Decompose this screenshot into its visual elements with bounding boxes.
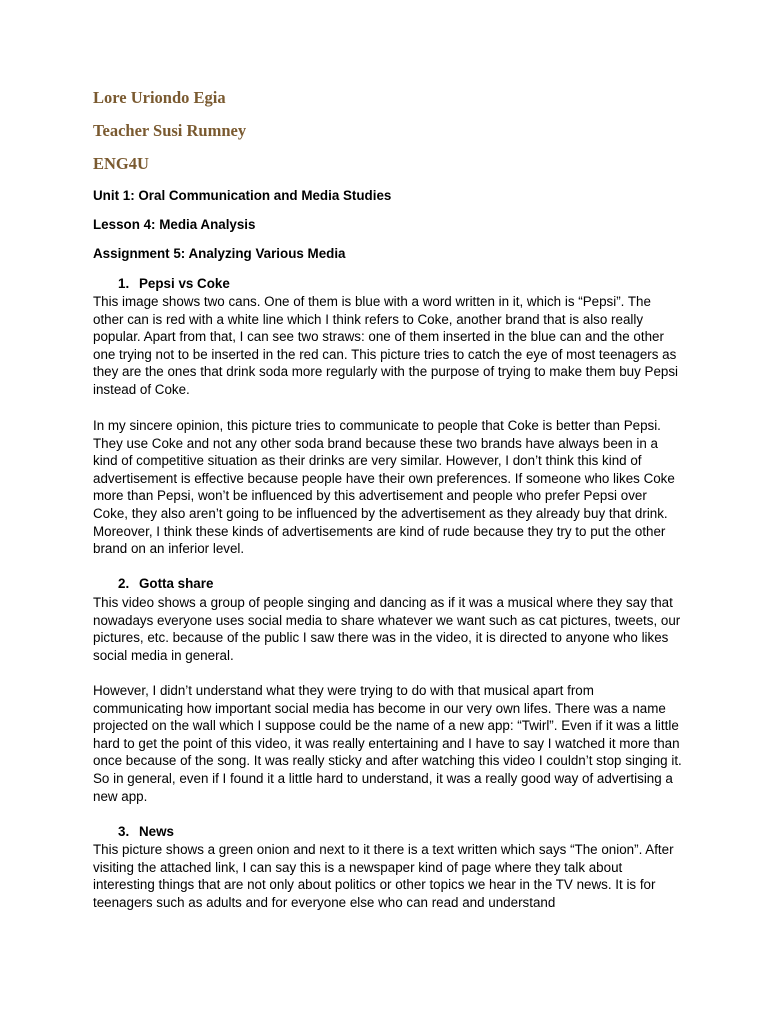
section-number: 1. [118, 276, 130, 291]
paragraph: This video shows a group of people singing and dancing as if it was a musical where they say that nowadays everyone uses social media to share whatever we want such as cat pictures, tweets, our pictures, etc. because of the public I saw there was in the video, it is directed to anyone who likes social media in general. [93, 595, 681, 663]
assignment-heading: Assignment 5: Analyzing Various Media [93, 246, 346, 261]
paragraph: In my sincere opinion, this picture tries to communicate to people that Coke is better than Pepsi. They use Coke and not any other soda brand because these two brands have always been in a kind of competitive situation as their drinks are very similar. However, I don’t think this kind of advertisement is effective because people have their own preferences. If someone who likes Coke more than Pepsi, won’t be influenced by this advertisement and people who prefer Pepsi over Coke, they also aren’t going to be influenced by the advertisement as they already buy that drink. Moreover, I think these kinds of advertisements are kind of rude because they try to put the other brand on an inferior level. [93, 418, 675, 557]
section-number: 3. [118, 824, 130, 839]
section-title [118, 276, 230, 291]
paragraph: This image shows two cans. One of them is blue with a word written in it, which is “Pepsi”. The other can is red with a white line which I think refers to Coke, another brand that is also really popular. Apart from that, I can see two straws: one of them inserted in the blue can and the other one trying not to be inserted in the red can. This picture tries to catch the eye of most teenagers as they are the ones that drink soda more regularly with the purpose of trying to make them buy Pepsi instead of Coke. [93, 294, 679, 397]
unit-heading: Unit 1: Oral Communication and Media Studies [93, 188, 392, 203]
section-title-text: Pepsi vs Coke [139, 276, 230, 291]
paragraph: However, I didn’t understand what they were trying to do with that musical apart from communicating how important social media has become in our very own lifes. There was a name projected on the wall which I suppose could be the name of a new app: “Twirl”. Even if it was a little hard to get the point of this video, it was really entertaining and I have to say I watched it more than once because of the song. It was really sticky and after watching this video I couldn’t stop singing it. So in general, even if I found it a little hard to understand, it was a really good way of advertising a new app. [93, 683, 682, 804]
teacher-name: Teacher Susi Rumney [93, 121, 247, 140]
lesson-heading: Lesson 4: Media Analysis [93, 217, 256, 232]
section-title [118, 824, 174, 839]
course-code: ENG4U [93, 154, 149, 173]
section-title-text: Gotta share [139, 576, 214, 591]
section-title-text: News [139, 824, 174, 839]
section-title [118, 576, 213, 591]
paragraph: This picture shows a green onion and next to it there is a text written which says “The onion”. After visiting the attached link, I can say this is a newspaper kind of page where they talk about interesting things that are not only about politics or other topics we hear in the TV news. It is for teenagers such as adults and for everyone else who can read and understand [93, 842, 674, 910]
author-name: Lore Uriondo Egia [93, 88, 226, 107]
section-number: 2. [118, 576, 130, 591]
